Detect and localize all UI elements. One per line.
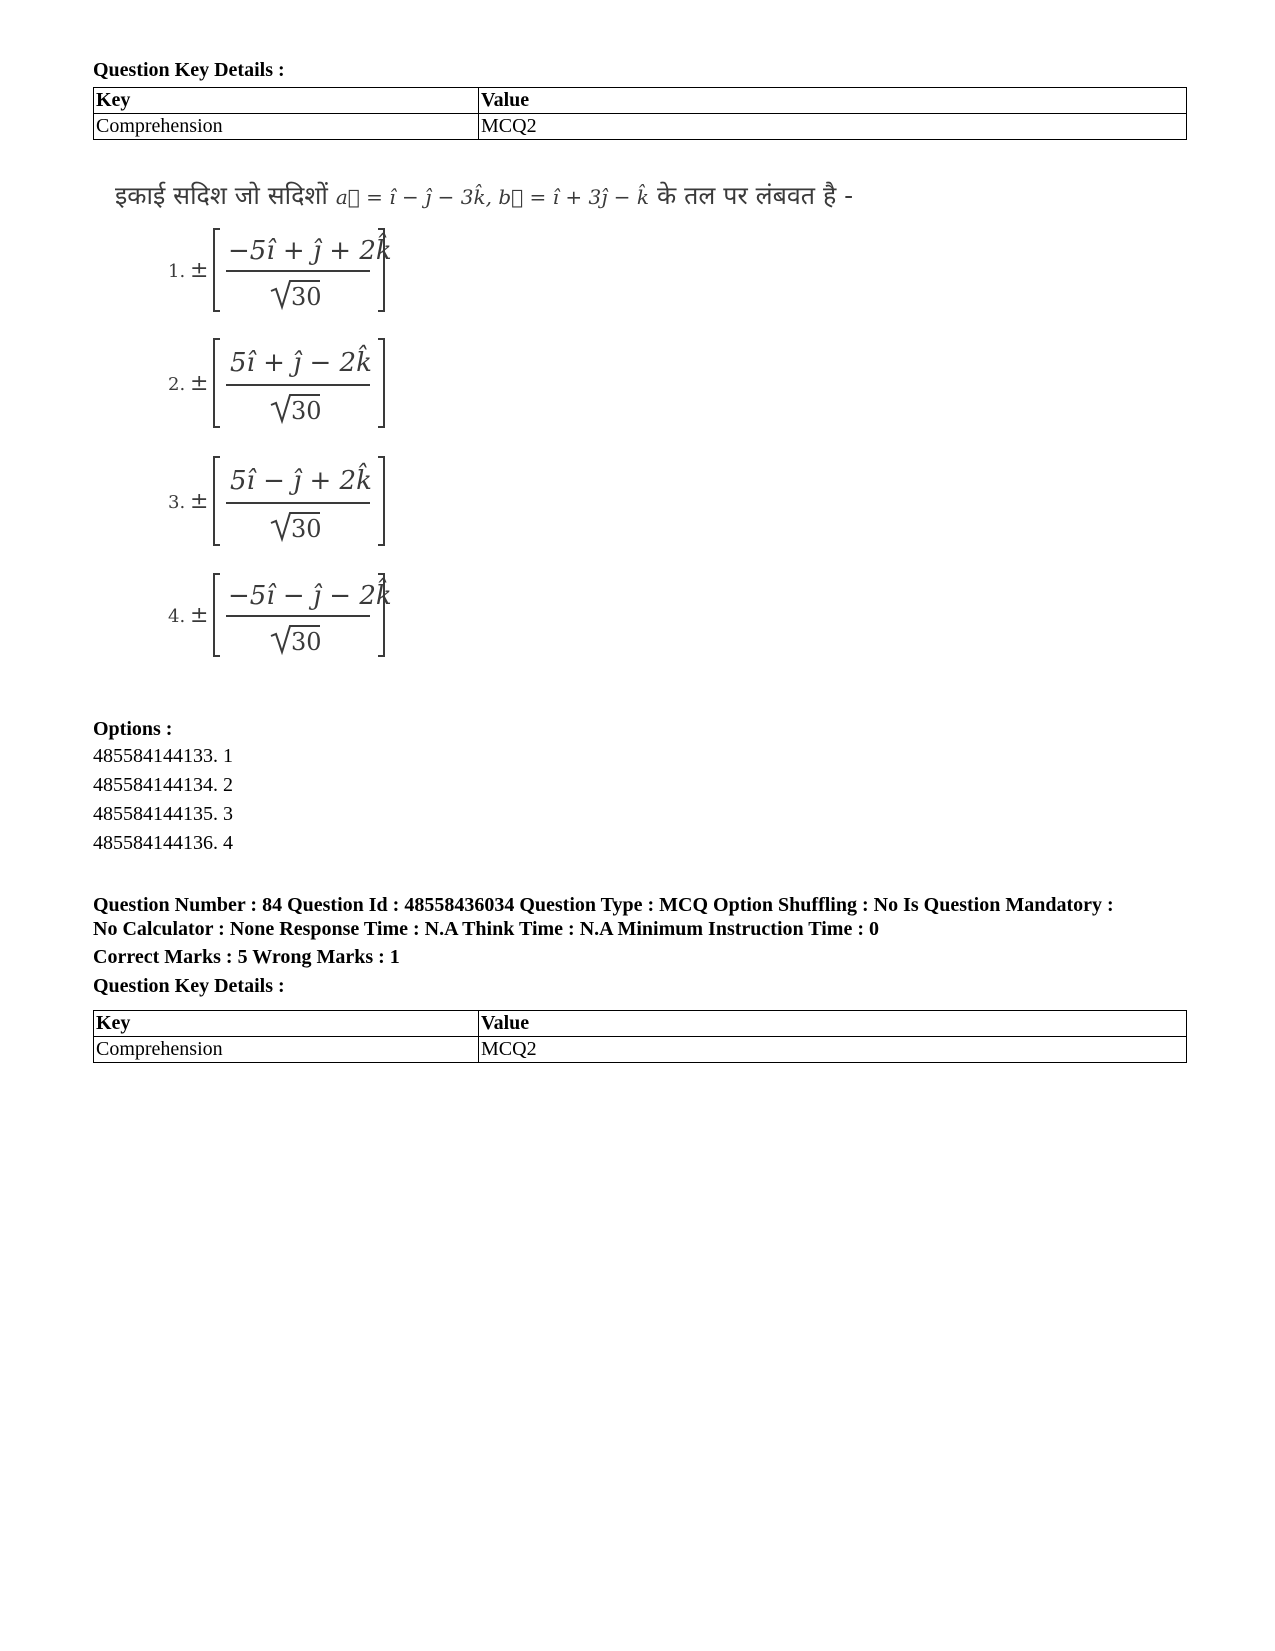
table-cell-value: MCQ2	[479, 114, 1187, 140]
table-header-key: Key	[94, 88, 479, 114]
table-cell-key: Comprehension	[94, 1037, 479, 1063]
table-row	[94, 114, 1187, 140]
option-denominator: 30	[291, 515, 322, 543]
question-meta-line-1: Question Number : 84 Question Id : 48558436034 Question Type : MCQ Option Shuffling : No Is Question Mandatory :	[93, 894, 1114, 916]
option-numerator: 5î + ĵ − 2k̂	[230, 348, 372, 378]
question-stem	[115, 178, 853, 212]
option-2-expression	[168, 335, 428, 430]
option-1-expression	[168, 225, 428, 320]
key-details-heading-2: Question Key Details :	[93, 975, 285, 997]
table-header-row	[94, 1011, 1187, 1037]
table-header-value: Value	[479, 88, 1187, 114]
options-heading: Options :	[93, 718, 173, 740]
question-stem-suffix: के तल पर लंबवत है -	[656, 181, 854, 210]
question-stem-math: a⃗ = î − ĵ − 3k̂, b⃗ = î + 3ĵ − k̂	[335, 185, 649, 209]
list-item: 485584144134. 2	[93, 774, 233, 796]
marks-line: Correct Marks : 5 Wrong Marks : 1	[93, 946, 400, 968]
option-numerator: −5î + ĵ + 2k̂	[228, 236, 392, 266]
option-sign: ±	[190, 371, 209, 396]
table-row	[94, 1037, 1187, 1063]
key-details-heading: Question Key Details :	[93, 59, 285, 81]
table-header-value: Value	[479, 1011, 1187, 1037]
question-meta-line-2: No Calculator : None Response Time : N.A Think Time : N.A Minimum Instruction Time : 0	[93, 918, 879, 940]
option-sign: ±	[190, 603, 209, 628]
option-denominator: 30	[291, 397, 322, 425]
key-details-table	[93, 87, 1187, 140]
option-denominator: 30	[291, 628, 322, 656]
option-3-expression	[168, 453, 428, 548]
question-stem-text: इकाई सदिश जो सदिशों	[115, 181, 328, 210]
table-cell-value: MCQ2	[479, 1037, 1187, 1063]
option-numerator: 5î − ĵ + 2k̂	[230, 466, 372, 496]
option-denominator: 30	[291, 283, 322, 311]
key-details-table-2	[93, 1010, 1187, 1063]
table-header-row	[94, 88, 1187, 114]
question-image	[115, 170, 915, 695]
options-list	[93, 742, 233, 858]
list-item: 485584144135. 3	[93, 803, 233, 825]
option-sign: ±	[190, 258, 209, 283]
option-numerator: −5î − ĵ − 2k̂	[228, 581, 392, 611]
option-label: 1.	[168, 261, 186, 282]
option-label: 3.	[168, 492, 186, 513]
option-sign: ±	[190, 489, 209, 514]
list-item: 485584144136. 4	[93, 832, 233, 854]
option-label: 2.	[168, 374, 186, 395]
option-4-expression	[168, 570, 428, 665]
option-label: 4.	[168, 606, 186, 627]
table-cell-key: Comprehension	[94, 114, 479, 140]
table-header-key: Key	[94, 1011, 479, 1037]
list-item: 485584144133. 1	[93, 745, 233, 767]
